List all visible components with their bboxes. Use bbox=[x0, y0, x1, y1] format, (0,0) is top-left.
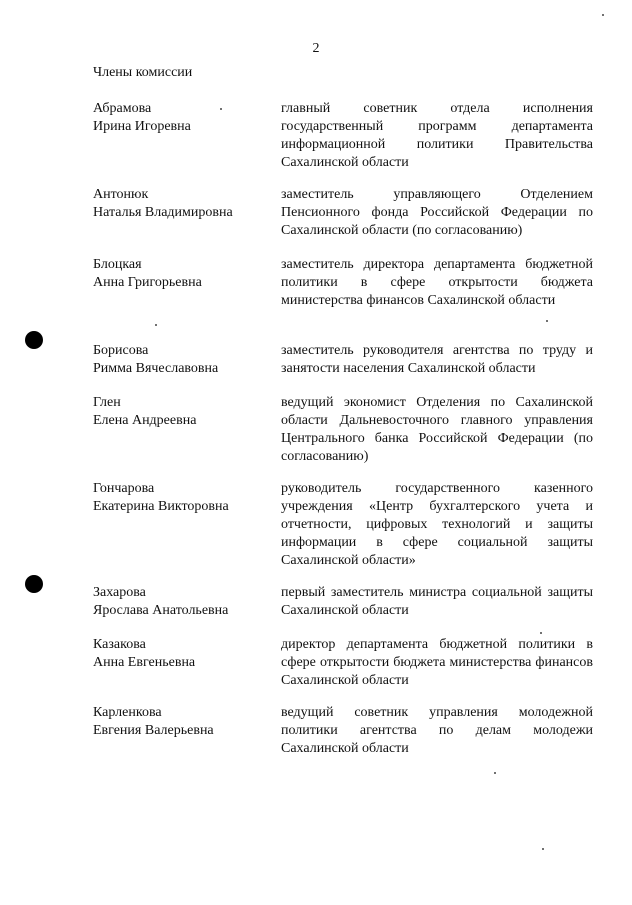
member-position: заместитель управляющего Отделением Пенсионного фонда Российской Федерации по Сахалинской области (по согласованию) bbox=[281, 187, 593, 238]
member-position: ведущий экономист Отделения по Сахалинской области Дальневосточного главного управления Центрального банка Российской Федерации (по согласованию) bbox=[281, 395, 593, 464]
member-name bbox=[93, 100, 273, 136]
punch-hole bbox=[25, 575, 43, 593]
page-number: 2 bbox=[312, 41, 320, 56]
member-name bbox=[93, 256, 273, 292]
member-position: заместитель руководителя агентства по труду и занятости населения Сахалинской области bbox=[281, 343, 593, 376]
member-surname: Борисова bbox=[93, 343, 149, 358]
member-surname: Глен bbox=[93, 395, 121, 410]
scan-speck bbox=[602, 14, 604, 16]
scan-speck bbox=[546, 320, 548, 322]
scan-speck bbox=[155, 324, 157, 326]
member-surname: Антонюк bbox=[93, 187, 149, 202]
scan-speck bbox=[220, 108, 222, 110]
member-surname: Захарова bbox=[93, 585, 146, 600]
member-given-names: Ирина Игоревна bbox=[93, 119, 191, 134]
member-given-names: Екатерина Викторовна bbox=[93, 499, 229, 514]
member-position: директор департамента бюджетной политики в сфере открытости бюджета министерства финансов Сахалинской области bbox=[281, 637, 593, 688]
member-name bbox=[93, 584, 273, 620]
member-given-names: Евгения Валерьевна bbox=[93, 723, 214, 738]
punch-hole bbox=[25, 331, 43, 349]
member-name bbox=[93, 186, 273, 222]
member-given-names: Римма Вячеславовна bbox=[93, 361, 219, 376]
scan-speck bbox=[540, 632, 542, 634]
member-position: руководитель государственного казенного учреждения «Центр бухгалтерского учета и отчетности, цифровых технологий и защиты информации в сфере социальной защиты Сахалинской области» bbox=[281, 481, 593, 568]
scan-speck bbox=[542, 848, 544, 850]
member-position: главный советник отдела исполнения государственный программ департамента информационной политики Правительства Сахалинской области bbox=[281, 101, 593, 170]
member-name bbox=[93, 342, 273, 378]
member-name bbox=[93, 636, 273, 672]
member-given-names: Елена Андреевна bbox=[93, 413, 197, 428]
member-given-names: Анна Григорьевна bbox=[93, 275, 202, 290]
member-position: ведущий советник управления молодежной политики агентства по делам молодежи Сахалинской области bbox=[281, 705, 593, 756]
member-name bbox=[93, 480, 273, 516]
member-surname: Гончарова bbox=[93, 481, 155, 496]
scan-speck bbox=[494, 772, 496, 774]
member-surname: Абрамова bbox=[93, 101, 152, 116]
commission-heading: Члены комиссии bbox=[93, 65, 193, 80]
member-name bbox=[93, 704, 273, 740]
member-surname: Блоцкая bbox=[93, 257, 142, 272]
member-given-names: Анна Евгеньевна bbox=[93, 655, 196, 670]
member-given-names: Наталья Владимировна bbox=[93, 205, 233, 220]
member-surname: Казакова bbox=[93, 637, 146, 652]
member-name bbox=[93, 394, 273, 430]
member-given-names: Ярослава Анатольевна bbox=[93, 603, 229, 618]
member-surname: Карленкова bbox=[93, 705, 162, 720]
member-position: первый заместитель министра социальной защиты Сахалинской области bbox=[281, 585, 593, 618]
member-position: заместитель директора департамента бюджетной политики в сфере открытости бюджета министерства финансов Сахалинской области bbox=[281, 257, 593, 308]
